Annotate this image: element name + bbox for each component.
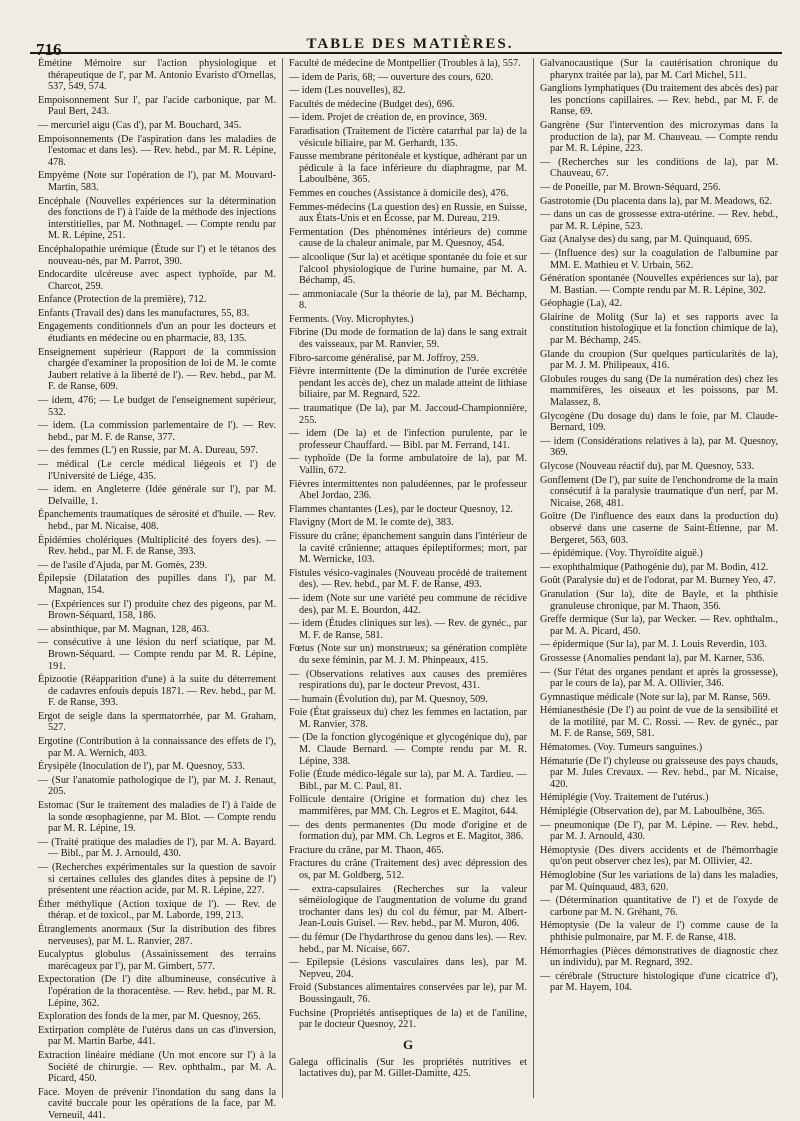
index-entry: — typhoïde (De la forme ambulatoire de la), par M. Vallin, 672. <box>289 453 527 476</box>
index-entry: Extraction linéaire médiane (Un mot encore sur l') à la Société de chirurgie. — Rev. ophthalm., par M. A. Picard, 450. <box>38 1049 276 1085</box>
index-entry: Froid (Substances alimentaires conservées par le), par M. Boussingault, 76. <box>289 982 527 1005</box>
index-entry: Empoisonnement Sur l', par l'acide carbonique, par M. Paul Bert, 243. <box>38 94 276 118</box>
index-entry: Goître (De l'influence des eaux dans la production du) observé dans une caserne de Saint-Étienne, par M. Bergeret, 563, 603. <box>540 511 778 546</box>
index-entry: Faradisation (Traitement de l'ictère catarrhal par la) de la vésicule biliaire, par M. Gerhardt, 135. <box>289 125 527 149</box>
index-entry: Goût (Paralysie du) et de l'odorat, par M. Burney Yeo, 47. <box>540 575 776 587</box>
index-entry: Éther méthylique (Action toxique de l'). — Rev. de thérap. et de toxicol., par M. Laborde, 199, 213. <box>38 898 276 922</box>
index-entry: — cérébrale (Structure histologique d'une cicatrice d'), par M. Hayem, 104. <box>540 970 778 994</box>
index-entry: — (Observations relatives aux causes des premières respirations du), par le docteur Prevost, 431. <box>289 668 527 692</box>
index-entry: Empyème (Note sur l'opération de l'), par M. Mouvard-Martin, 583. <box>38 170 276 193</box>
index-entry: Glande du croupion (Sur quelques particularités de la), par M. J. M. Philipeaux, 416. <box>540 348 778 372</box>
index-entry: — absinthique, par M. Magnan, 128, 463. <box>38 623 210 635</box>
index-entry: — des femmes (L') en Russie, par M. A. Dureau, 597. <box>38 445 258 457</box>
index-entry: Épilepsie (Dilatation des pupilles dans l'), par M. Magnan, 154. <box>38 573 276 596</box>
index-entry: — consécutive à une lésion du nerf sciatique, par M. Brown-Séquard. — Compte rendu par M. R. Lépine, 191. <box>38 637 276 672</box>
index-entry: — épidémique. (Voy. Thyroïdite aiguë.) <box>540 548 703 560</box>
index-entry: Extirpation complète de l'utérus dans un cas d'inversion, par M. Martin Barbe, 441. <box>38 1024 276 1048</box>
index-entry: Fermentation (Des phénomènes intérieurs de) comme cause de la chaleur animale, par M. Quesnoy, 454. <box>289 226 527 250</box>
index-entry: Hémoptysie (De la valeur de l') comme cause de la phthisie pulmonaire, par M. F. de Ranse, 418. <box>540 920 778 943</box>
index-entry: — extra-capsulaires (Recherches sur la valeur séméiologique de l'augmentation de volume du grand trochanter dans les) du col du fémur, par M. Albert-Jean-Louis Guisel. — Rev. hebd., par M. Muron, 406. <box>289 883 527 930</box>
index-entry: Épidémies cholériques (Multiplicité des foyers des). — Rev. hebd., par M. F. de Ranse, 393. <box>38 534 276 558</box>
index-entry: Glycose (Nouveau réactif du), par M. Quesnoy, 533. <box>540 461 755 472</box>
index-entry: Hémianesthésie (De l') au point de vue de la sensibilité et de la motilité, par M. C. Rossi. — Rev. de gynéc., par M. F. de Ranse, 569, 581. <box>540 705 778 740</box>
index-entry: Femmes-médecins (La question des) en Russie, en Suisse, aux États-Unis et en Écosse, par M. Dureau, 219. <box>289 201 527 225</box>
index-entry: — (Détermination quantitative de l') et de l'oxyde de carbone par M. N. Gréhant, 76. <box>540 895 778 918</box>
index-entry: Greffe dermique (Sur la), par Wecker. — Rev. ophthalm., par M. A. Picard, 450. <box>540 614 778 637</box>
index-entry: Fièvres intermittentes non paludéennes, par le professeur Abel Jordao, 236. <box>289 478 527 502</box>
index-entry: Fracture du crâne, par M. Thaon, 465. <box>289 844 444 856</box>
index-entry: Épizootie (Réapparition d'une) à la suite du déterrement de cadavres enfouis depuis 1871. — Rev. hebd., par M. F. de Ranse, 393. <box>38 674 276 709</box>
index-entry: Fractures du crâne (Traitement des) avec dépression des os, par M. Goldberg, 512. <box>289 858 527 881</box>
index-entry: — médical (Le cercle médical liégeois et l') de l'Université de Liége, 435. <box>38 459 276 482</box>
page-number: 716 <box>36 40 62 59</box>
index-entry: — ammoniacale (Sur la théorie de la), par M. Béchamp, 8. <box>289 288 527 312</box>
index-entry: — mercuriel aigu (Cas d'), par M. Bouchard, 345. <box>38 119 242 131</box>
index-entry: Enfants (Travail des) dans les manufactures, 55, 83. <box>38 307 250 319</box>
index-entry: Hématomes. (Voy. Tumeurs sanguines.) <box>540 742 703 754</box>
index-entry: Galvanocaustique (Sur la cautérisation chronique du pharynx traitée par la), par M. Carl Michel, 511. <box>540 58 778 81</box>
index-entry: — traumatique (De la), par M. Jaccoud-Championnière, 255. <box>289 403 527 426</box>
index-columns <box>32 58 784 1121</box>
index-entry: — idem (Les nouvelles), 82. <box>289 85 406 97</box>
page-header <box>30 6 790 59</box>
index-entry: Gaz (Analyse des) du sang, par M. Quinquaud, 695. <box>540 234 753 246</box>
index-entry: Ergot de seigle dans la spermatorrhée, par M. Graham, 527. <box>38 710 276 734</box>
index-entry: Grossesse (Anomalies pendant la), par M. Karner, 536. <box>540 652 765 664</box>
index-entry: Estomac (Sur le traitement des maladies de l') à l'aide de la sonde œsophagienne, par M. Blot. — Compte rendu par M. R. Lépine, 19. <box>38 800 276 835</box>
index-entry: Fuchsine (Propriétés antiseptiques de la) et de l'aniline, par le docteur Quesnoy, 221. <box>289 1007 527 1031</box>
index-entry: — de l'asile d'Ajuda, par M. Gomès, 239. <box>38 559 208 571</box>
index-entry: Glairine de Molitg (Sur la) et ses rapports avec la constitution histologique et la fonction chimique de la), par M. Béchamp, 245. <box>540 311 778 347</box>
index-entry: Granulation (Sur la), dite de Bayle, et la phthisie granuleuse chronique, par M. Thaon, 356. <box>540 588 778 612</box>
index-entry: Érysipèle (Inoculation de l'), par M. Quesnoy, 533. <box>38 761 245 773</box>
index-entry: Hémoglobine (Sur les variations de la) dans les maladies, par M. Quinquaud, 483, 620. <box>540 870 778 893</box>
index-entry: — (Expériences sur l') produite chez des pigeons, par M. Brown-Séquard, 158, 186. <box>38 598 276 622</box>
index-entry: — idem. en Angleterre (Idée générale sur l'), par M. Delvaille, 1. <box>38 484 276 507</box>
index-entry: — (Sur l'anatomie pathologique de l'), par M. J. Renaut, 205. <box>38 774 276 798</box>
index-entry: — (Traité pratique des maladies de l'), par M. A. Bayard. — Bibl., par M. J. Arnould, 430. <box>38 836 276 860</box>
index-entry: Gonflement (De l'), par suite de l'enchondrome de la main consécutif à la paralysie traumatique d'un nerf, par M. Nicaise, 268, 481. <box>540 474 778 509</box>
index-entry: Fièvre intermittente (De la diminution de l'urée excrétée pendant les accès de), chez un malade atteint de lithiase biliaire, par M. Regnard, 522. <box>289 366 527 401</box>
index-entry: — dans un cas de grossesse extra-utérine. — Rev. hebd., par M. R. Lépine, 523. <box>540 209 778 232</box>
index-entry: — Epilepsie (Lésions vasculaires dans les), par M. Nepveu, 204. <box>289 957 527 980</box>
index-entry: — idem, 476; — Le budget de l'enseignement supérieur, 532. <box>38 395 276 418</box>
index-entry: Folie (Étude médico-légale sur la), par M. A. Tardieu. — Bibl., par M. C. Paul, 81. <box>289 769 527 792</box>
index-entry: — (De la fonction glycogénique et glycogénique du), par M. Claude Bernard. — Compte rendu par M. R. Lépine, 338. <box>289 732 527 767</box>
index-entry: — idem. (La commission parlementaire de l'). — Rev. hebd., par M. F. de Ranse, 377. <box>38 420 276 443</box>
index-entry: Ganglions lymphatiques (Du traitement des abcès des) par les ponctions capillaires. — Rev. hebd., par M. F. de Ranse, 69. <box>540 83 778 118</box>
index-entry: — de Poneille, par M. Brown-Séquard, 256. <box>540 181 721 193</box>
index-entry: Hémoptysie (Des divers accidents et de l'hémorrhagie qu'on peut observer chez les), par M. Ollivier, 42. <box>540 844 778 868</box>
index-entry: Glycogène (Du dosage du) dans le foie, par M. Claude-Bernard, 109. <box>540 410 778 434</box>
index-entry: Face. Moyen de prévenir l'inondation du sang dans la cavité buccale pour les opérations de la face, par M. Verneuil, 441. <box>38 1086 276 1121</box>
index-entry: — idem. Projet de création de, en province, 369. <box>289 112 488 124</box>
index-entry: Flammes chantantes (Les), par le docteur Quesnoy, 12. <box>289 503 513 515</box>
index-entry: Femmes en couches (Assistance à domicile des), 476. <box>289 187 509 199</box>
index-entry: Enseignement supérieur (Rapport de la commission chargée d'examiner la proposition de loi de M. le comte Jaubert relative à la liberté de l'). — Rev. hebd., par M. F. de Ranse, 609. <box>38 346 276 393</box>
index-entry: — exophthalmique (Pathogénie du), par M. Bodin, 412. <box>540 561 769 573</box>
index-entry: Fausse membrane péritonéale et kystique, adhérant par un pédicule à la face inférieure du diaphragme, par M. Laboulbène, 365. <box>289 151 527 186</box>
section-letter: G <box>402 1036 414 1052</box>
index-entry: Étranglements anormaux (Sur la distribution des fibres nerveuses), par M. L. Ranvier, 287. <box>38 923 276 947</box>
index-column-1 <box>32 58 283 1121</box>
index-entry: Gastrotomie (Du placenta dans la), par M. Meadows, 62. <box>540 195 772 207</box>
index-entry: — (Influence des) sur la coagulation de l'albumine par MM. E. Mathieu et V. Urbain, 562. <box>540 247 778 271</box>
index-entry: Génération spontanée (Nouvelles expériences sur la), par M. Bastian. — Compte rendu par M. R. Lépine, 302. <box>540 273 778 296</box>
index-column-2 <box>283 58 534 1098</box>
index-entry: Endocardite ulcéreuse avec aspect typhoïde, par M. Charcot, 259. <box>38 269 276 292</box>
index-entry: Ferments. (Voy. Microphytes.) <box>289 313 414 325</box>
index-entry: Fistules vésico-vaginales (Nouveau procédé de traitement des). — Rev. hebd., par M. F. de Ranse, 493. <box>289 567 527 591</box>
index-entry: Ergotine (Contribution à la connaissance des effets de l'), par M. A. Wernich, 403. <box>38 736 276 759</box>
index-entry: Géophagie (La), 42. <box>540 298 623 310</box>
page-title: TABLE DES MATIÈRES. <box>306 36 514 52</box>
index-entry: — idem de Paris, 68; — ouverture des cours, 620. <box>289 71 494 83</box>
index-entry: Hématurie (De l') chyleuse ou graisseuse des pays chauds, par M. Jules Crevaux. — Rev. hebd., par M. Nicaise, 420. <box>540 755 778 790</box>
index-entry: Galega officinalis (Sur les propriétés nutritives et lactatives du), par M. Gillet-Damitte, 425. <box>289 1056 527 1080</box>
header-rule <box>30 52 782 54</box>
index-entry: Encéphalopathie urémique (Étude sur l') et le tétanos des nouveau-nés, par M. Parrot, 390. <box>38 243 276 267</box>
index-entry: Gangrène (Sur l'intervention des microzymas dans la production de la), par M. Chauveau. — Compte rendu par M. R. Lépine, 223. <box>540 119 778 155</box>
index-entry: Enfance (Protection de la première), 712. <box>38 294 207 306</box>
index-entry: Follicule dentaire (Origine et formation du) chez les mammifères, par MM. Ch. Legros et E. Magitot, 644. <box>289 794 527 818</box>
index-entry: Globules rouges du sang (De la numération des) chez les mammifères, les oiseaux et les poissons, par M. Malassez, 8. <box>540 373 778 409</box>
index-entry: Exploration des fonds de la mer, par M. Quesnoy, 265. <box>38 1011 261 1023</box>
index-entry: Fœtus (Note sur un) monstrueux; sa génération complète du sexe féminin, par M. J. M. Phinpeaux, 415. <box>289 643 527 666</box>
index-entry: — (Sur l'état des organes pendant et après la grossesse), par le cours de la), par M. A. Ollivier, 346. <box>540 666 778 690</box>
index-entry: — (Recherches expérimentales sur la question de savoir si certaines cellules des glandes dites à pepsine de l') présentent une réaction acide, par M. R. Lépine, 227. <box>38 862 276 897</box>
index-entry: — des dents permanentes (Du mode d'origine et de formation du), par MM. Ch. Legros et E. Magitot, 386. <box>289 819 527 843</box>
index-entry: Hémiplégie (Observation de), par M. Laboulbène, 365. <box>540 806 765 818</box>
index-entry: Foie (État graisseux du) chez les femmes en lactation, par M. Ranvier, 378. <box>289 707 527 730</box>
index-entry: — du fémur (De l'hydarthrose du genou dans les). — Rev. hebd., par M. Nicaise, 667. <box>289 931 527 955</box>
index-entry: — idem (De la) et de l'infection purulente, par le professeur Chauffard. — Bibl. par M. Ferrand, 141. <box>289 428 527 451</box>
index-entry: Fibrine (Du mode de formation de la) dans le sang extrait des vaisseaux, par M. Ranvier, 59. <box>289 327 527 351</box>
index-entry: — idem (Études cliniques sur les). — Rev. de gynéc., par M. F. de Ranse, 581. <box>289 618 527 641</box>
index-entry: Épanchements traumatiques de sérosité et d'huile. — Rev. hebd., par M. Nicaise, 408. <box>38 509 276 532</box>
index-entry: Engagements conditionnels d'un an pour les docteurs et étudiants en médecine ou en pharmacie, 83, 135. <box>38 321 276 345</box>
index-entry: — alcoolique (Sur la) et acétique spontanée du foie et sur l'alcool physiologique de l'urine humaine, par M. A. Béchamp, 45. <box>289 251 527 287</box>
index-entry: Émétine Mémoire sur l'action physiologique et thérapeutique de l', par M. Antonio Evaristo d'Ornellas, 537, 549, 574. <box>38 58 276 93</box>
index-entry: Hémiplégie (Voy. Traitement de l'utérus.) <box>540 792 709 804</box>
index-entry: Gymnastique médicale (Note sur la), par M. Ranse, 569. <box>540 691 771 703</box>
index-entry: Empoisonnements (De l'aspiration dans les maladies de l'estomac et dans les). — Rev. hebd., par M. R. Lépine, 478. <box>38 133 276 168</box>
index-entry: — humain (Évolution du), par M. Quesnoy, 509. <box>289 693 488 705</box>
index-entry: — (Recherches sur les conditions de la), par M. Chauveau, 67. <box>540 156 778 180</box>
index-column-3 <box>534 58 784 1098</box>
index-entry: Encéphale (Nouvelles expériences sur la détermination des fonctions de l') à l'aide de la méthode des injections interstitielles, par M. Nothnagel. — Compte rendu par M. R. Lépine, 251. <box>38 195 276 242</box>
index-entry: Faculté de médecine de Montpellier (Troubles à la), 557. <box>289 58 521 69</box>
index-entry: — pneumonique (De l'), par M. Lépine. — Rev. hebd., par M. J. Arnould, 430. <box>540 819 778 843</box>
index-entry: Facultés de médecine (Budget des), 696. <box>289 98 455 110</box>
index-entry: — idem (Considérations relatives à la), par M. Quesnoy, 369. <box>540 435 778 459</box>
index-entry: Fibro-sarcome généralisé, par M. Joffroy, 259. <box>289 352 479 364</box>
index-entry: Expectoration (De l') dite albumineuse, consécutive à l'opération de la thoracentèse. — Rev. hebd., par M. R. Lépine, 362. <box>38 974 276 1009</box>
index-entry: Fissure du crâne; épanchement sanguin dans l'intérieur de la cavité crânienne; attaques épileptiformes; mort, par M. Wernicke, 103. <box>289 530 527 566</box>
index-entry: — épidermique (Sur la), par M. J. Louis Reverdin, 103. <box>540 639 767 651</box>
index-entry: Eucalyptus globulus (Assainissement des terrains marécageux par l'), par M. Gimbert, 577. <box>38 949 276 972</box>
index-entry: — idem (Note sur une variété peu commune de récidive des), par M. E. Bourdon, 442. <box>289 592 527 616</box>
index-entry: Flavigny (Mort de M. le comte de), 383. <box>289 517 454 529</box>
index-entry: Hémorrhagies (Pièces démonstratives de diagnostic chez un individu), par M. Regnard, 392. <box>540 945 778 969</box>
